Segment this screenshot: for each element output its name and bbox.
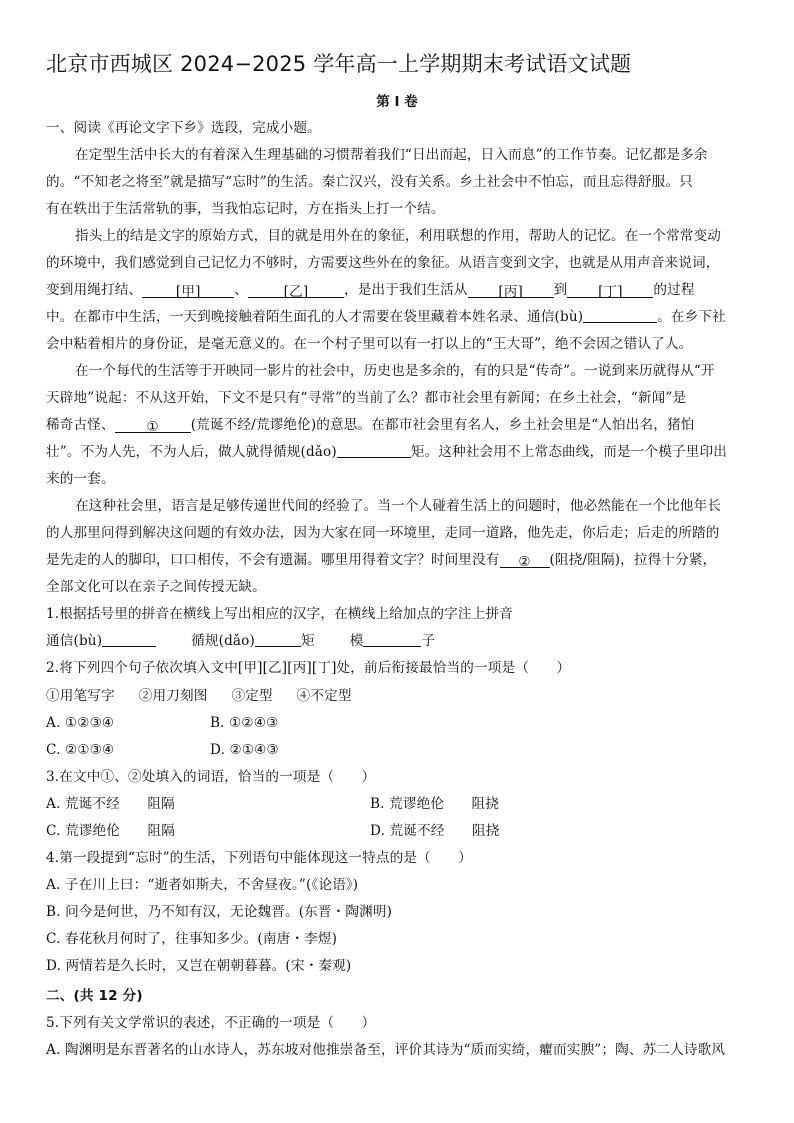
text-segment: 稀奇古怪、 [46,417,115,433]
answer-label: 模 [349,633,364,649]
sentence-item: ①用笔写字 [46,688,115,704]
text-segment: 。在乡下社 [657,309,726,325]
paragraph-line: 的人那里问得到解决这问题的有效办法，因为大家在同一环境里，走同一道路，他先走，你后走；后走的所踏的 [46,525,720,541]
paragraph-line [46,280,695,300]
text-segment: 壮”。不为人先，不为人后，做人就得循规(dǎo) [46,444,337,460]
sentence-item: ②用刀刻图 [138,688,208,704]
paragraph-line: 的。“不知老之将至”就是描写“忘时”的生活。秦亡汉兴，没有关系。乡土社会中不怕忘，而且忘得舒服。只 [46,174,693,190]
paragraph-line: 来的一套。 [46,471,115,487]
paragraph-line: 有在轶出于生活常轨的事，当我怕忘记时，方在指头上打一个结。 [46,201,445,217]
paragraph-line: 天辟地”说起：不从这开始，下文不是只有“寻常”的当前了么？都市社会里有新闻；在乡土社会，“新闻”是 [46,390,687,406]
fill-blank-bu[interactable] [583,307,657,323]
text-segment: (荒诞不经/荒谬绝伦)的意思。在都市社会里有名人，乡土社会里是“人怕出名，猪怕 [190,417,695,433]
fill-blank-ding[interactable]: [丁] [567,282,653,298]
section-heading: 二、(共 12 分) [46,988,143,1004]
answer-label: 循规(dǎo) [191,633,255,649]
paragraph-line [46,307,726,327]
paragraph-line: 全部文化可以在亲子之间传授无缺。 [46,579,266,595]
fill-blank-yi[interactable]: [乙] [248,282,344,298]
option-d[interactable]: D. 两情若是久长时，又岂在朝朝暮暮。(宋・秦观) [46,958,352,974]
paragraph-line: 会中粘着相片的身份证，是毫无意义的。在一个村子里可以有一打以上的“王大哥”，绝不会因之错认了人。 [46,336,693,352]
fill-blank-bing[interactable]: [丙] [468,282,554,298]
text-segment: 矩。这种社会用不上常态曲线，而是一个模子里印出 [410,444,727,460]
answer-blank-bu[interactable] [102,631,156,647]
paragraph-line [46,442,727,462]
text-segment: 变到用绳打结、 [46,282,143,298]
question-3-stem: 3.在文中①、②处填入的词语，恰当的一项是（ ） [46,769,376,785]
fill-blank-2[interactable]: ② [500,552,550,568]
question-2-stem: 2.将下列四个句子依次填入文中[甲][乙][丙][丁]处，前后衔接最恰当的一项是（ ） [46,660,571,676]
text-segment: (阻挠/阻隔)，拉得十分紧， [549,552,717,568]
question-1-stem: 1.根据括号里的拼音在横线上写出相应的汉字，在横线上给加点的字注上拼音 [46,606,513,622]
paragraph-line [46,550,716,570]
sentence-item: ④不定型 [296,688,352,704]
option-d[interactable]: D. 荒诞不经 阻挠 [370,823,500,839]
answer-label: 通信(bù) [46,633,103,649]
option-a[interactable]: A. 荒诞不经 阻隔 [46,796,175,812]
answer-label: 矩 [300,633,315,649]
text-segment: 是先走的人的脚印，口口相传，不会有遗漏。哪里用得着文字？时间里没有 [46,552,500,568]
option-b[interactable]: B. 问今是何世，乃不知有汉，无论魏晋。(东晋・陶渊明) [46,904,393,920]
text-segment: 中。在都市中生活，一天到晚接触着陌生面孔的人才需要在袋里藏着本姓名录、通信(bù) [46,309,584,325]
fill-blank-jia[interactable]: [甲] [142,282,234,298]
section-heading: 一、阅读《再论文字下乡》选段，完成小题。 [46,120,321,136]
question-1-answers [46,631,435,651]
option-c[interactable]: C. 春花秋月何时了，往事知多少。(南唐・李煜) [46,931,338,947]
paragraph-line [46,415,694,435]
option-a[interactable]: A. 陶渊明是东晋著名的山水诗人，苏东坡对他推崇备至，评价其诗为“质而实绮，癯而实腴”；陶、苏二人诗歌风 [46,1042,726,1058]
answer-blank-dao[interactable] [255,631,301,647]
paragraph-line: 在这种社会里，语言是足够传递世代间的经验了。当一个人碰着生活上的问题时，他必然能在一个比他年长 [75,498,721,514]
paragraph-line: 在定型生活中长大的有着深入生理基础的习惯帮着我们“日出而起，日入而息”的工作节奏。记忆都是多余 [75,147,708,163]
answer-blank-mo[interactable] [363,631,421,647]
text-segment: 、 [234,282,248,298]
paragraph-line: 指头上的结是文字的原始方式，目的就是用外在的象征，利用联想的作用，帮助人的记忆。在一个常常变动 [75,228,721,244]
text-segment: 的过程 [653,282,695,298]
paragraph-line: 在一个每代的生活等于开映同一影片的社会中，历史也是多余的，有的只是“传奇”。一说到来历就得从“开 [75,363,715,379]
option-a[interactable]: A. 子在川上曰：“逝者如斯夫，不舍昼夜。”(《论语》) [46,877,359,893]
text-segment: 到 [553,282,568,298]
option-a[interactable]: A. ①②③④ [46,715,115,731]
sentence-item: ③定型 [231,688,273,704]
page-title: 北京市西城区 2024−2025 学年高一上学期期末考试语文试题 [46,52,632,76]
fill-blank-1[interactable]: ① [115,417,191,433]
fill-blank-dao[interactable] [337,442,411,458]
paragraph-line: 的环境中，我们感觉到自己记忆力不够时，方需要这些外在的象征。从语言变到文字，也就是从用声音来说词， [46,255,720,271]
option-d[interactable]: D. ②①④③ [210,742,279,758]
option-c[interactable]: C. 荒谬绝伦 阻隔 [46,823,175,839]
option-c[interactable]: C. ②①③④ [46,742,115,758]
question-5-stem: 5.下列有关文学常识的表述，不正确的一项是（ ） [46,1015,376,1031]
option-b[interactable]: B. ①②④③ [210,715,279,731]
volume-label: 第 I 卷 [376,94,418,110]
answer-label: 子 [421,633,436,649]
option-b[interactable]: B. 荒谬绝伦 阻挠 [370,796,500,812]
text-segment: ，是出于我们生活从 [343,282,468,298]
question-4-stem: 4.第一段提到“忘时”的生活，下列语句中能体现这一特点的是（ ） [46,850,473,866]
question-2-items [46,686,352,706]
